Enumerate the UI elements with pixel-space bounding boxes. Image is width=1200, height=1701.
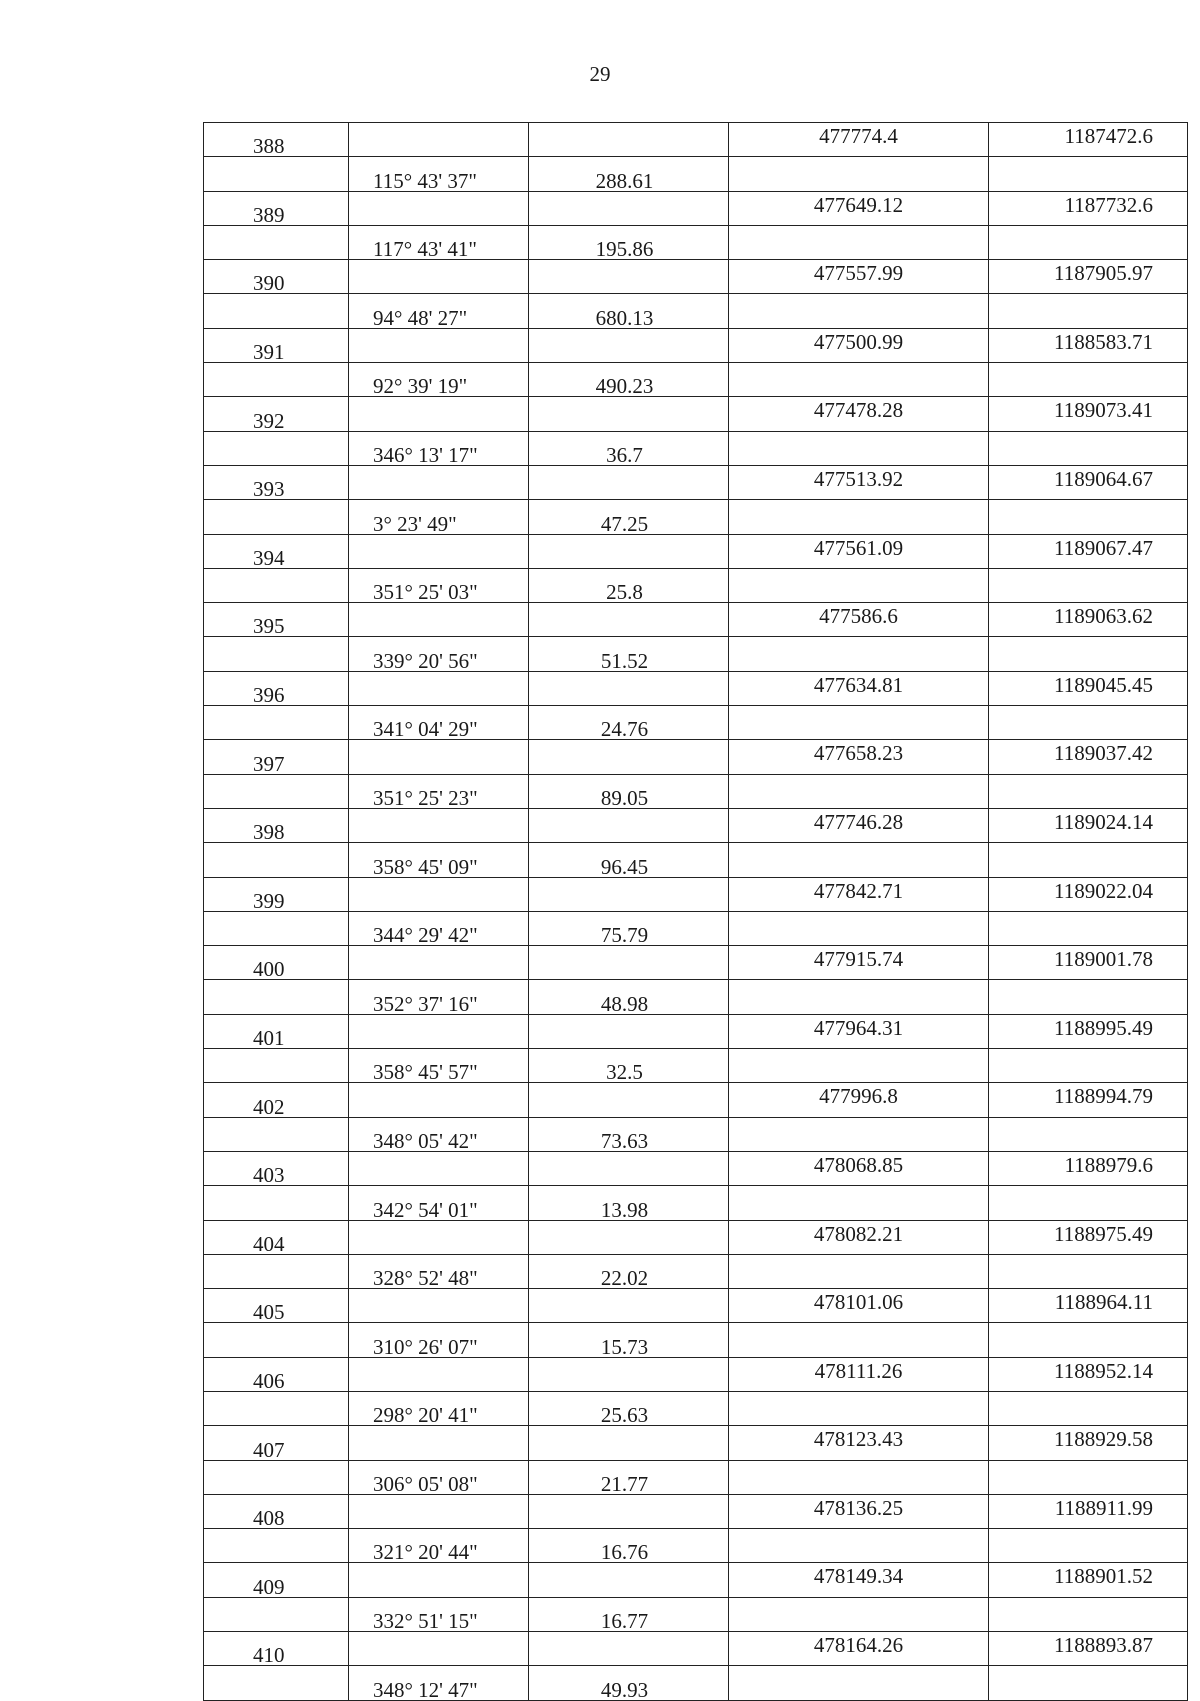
bearing-empty [349,671,529,705]
northing-value: 478082.21 [729,1220,989,1254]
northing-value: 477561.09 [729,534,989,568]
point-row [204,603,1188,637]
easting-value: 1188583.71 [989,328,1188,362]
distance-empty [529,465,729,499]
leg-row [204,1186,1188,1220]
northing-empty [729,706,989,740]
distance-value: 15.73 [529,1323,729,1357]
leg-row [204,157,1188,191]
bearing-value: 346° 13' 17" [349,431,529,465]
point-empty [204,774,349,808]
easting-empty [989,363,1188,397]
bearing-value: 306° 05' 08" [349,1460,529,1494]
page-number: 29 [589,62,611,86]
northing-value: 477500.99 [729,328,989,362]
point-number: 404 [204,1220,349,1254]
bearing-empty [349,260,529,294]
bearing-empty [349,808,529,842]
point-empty [204,1391,349,1425]
easting-empty [989,1323,1188,1357]
northing-empty [729,911,989,945]
distance-value: 24.76 [529,706,729,740]
easting-empty [989,1117,1188,1151]
easting-empty [989,1186,1188,1220]
easting-empty [989,1391,1188,1425]
leg-row [204,1117,1188,1151]
point-empty [204,1254,349,1288]
leg-row [204,1597,1188,1631]
distance-empty [529,534,729,568]
easting-empty [989,1597,1188,1631]
bearing-empty [349,1357,529,1391]
northing-value: 477996.8 [729,1083,989,1117]
northing-value: 478164.26 [729,1632,989,1666]
point-row [204,1563,1188,1597]
point-row [204,191,1188,225]
bearing-empty [349,1151,529,1185]
bearing-value: 92° 39' 19" [349,363,529,397]
point-empty [204,1529,349,1563]
leg-row [204,1391,1188,1425]
northing-value: 478111.26 [729,1357,989,1391]
point-row [204,1426,1188,1460]
northing-empty [729,1666,989,1700]
point-empty [204,637,349,671]
point-row [204,1289,1188,1323]
distance-value: 680.13 [529,294,729,328]
bearing-value: 328° 52' 48" [349,1254,529,1288]
point-empty [204,1323,349,1357]
bearing-empty [349,1289,529,1323]
easting-value: 1188979.6 [989,1151,1188,1185]
northing-empty [729,294,989,328]
point-empty [204,706,349,740]
bearing-empty [349,465,529,499]
bearing-empty [349,740,529,774]
distance-value: 51.52 [529,637,729,671]
northing-empty [729,1391,989,1425]
leg-row [204,1460,1188,1494]
northing-empty [729,1460,989,1494]
point-row [204,946,1188,980]
bearing-value: 348° 12' 47" [349,1666,529,1700]
northing-empty [729,568,989,602]
bearing-empty [349,1632,529,1666]
bearing-empty [349,1563,529,1597]
point-number: 402 [204,1083,349,1117]
point-row [204,808,1188,842]
distance-empty [529,946,729,980]
northing-empty [729,431,989,465]
bearing-value: 321° 20' 44" [349,1529,529,1563]
northing-value: 477478.28 [729,397,989,431]
easting-value: 1189024.14 [989,808,1188,842]
northing-empty [729,1323,989,1357]
leg-row [204,363,1188,397]
leg-row [204,225,1188,259]
distance-empty [529,1014,729,1048]
bearing-value: 342° 54' 01" [349,1186,529,1220]
easting-empty [989,294,1188,328]
point-number: 409 [204,1563,349,1597]
point-number: 390 [204,260,349,294]
northing-value: 477964.31 [729,1014,989,1048]
easting-value: 1189064.67 [989,465,1188,499]
point-row [204,397,1188,431]
point-number: 389 [204,191,349,225]
northing-empty [729,363,989,397]
northing-value: 477774.4 [729,123,989,157]
distance-empty [529,1632,729,1666]
northing-empty [729,1529,989,1563]
point-row [204,1083,1188,1117]
northing-value: 477557.99 [729,260,989,294]
bearing-value: 310° 26' 07" [349,1323,529,1357]
easting-empty [989,980,1188,1014]
point-empty [204,1186,349,1220]
easting-empty [989,911,1188,945]
point-number: 408 [204,1494,349,1528]
northing-value: 477746.28 [729,808,989,842]
distance-value: 16.77 [529,1597,729,1631]
distance-empty [529,671,729,705]
bearing-empty [349,877,529,911]
leg-row [204,980,1188,1014]
northing-value: 477586.6 [729,603,989,637]
northing-value: 477842.71 [729,877,989,911]
bearing-empty [349,603,529,637]
distance-empty [529,191,729,225]
point-number: 401 [204,1014,349,1048]
northing-empty [729,1254,989,1288]
distance-empty [529,808,729,842]
point-empty [204,1597,349,1631]
easting-empty [989,568,1188,602]
easting-empty [989,843,1188,877]
leg-row [204,1049,1188,1083]
distance-value: 195.86 [529,225,729,259]
point-row [204,877,1188,911]
point-empty [204,431,349,465]
bearing-empty [349,1494,529,1528]
easting-empty [989,1049,1188,1083]
distance-value: 25.8 [529,568,729,602]
point-empty [204,568,349,602]
distance-empty [529,1426,729,1460]
point-row [204,1494,1188,1528]
northing-empty [729,843,989,877]
bearing-value: 344° 29' 42" [349,911,529,945]
point-empty [204,1049,349,1083]
point-row [204,1151,1188,1185]
bearing-empty [349,534,529,568]
easting-empty [989,157,1188,191]
northing-value: 477658.23 [729,740,989,774]
distance-empty [529,1563,729,1597]
point-row [204,328,1188,362]
distance-value: 89.05 [529,774,729,808]
distance-empty [529,397,729,431]
easting-value: 1188952.14 [989,1357,1188,1391]
easting-empty [989,1666,1188,1700]
easting-value: 1188995.49 [989,1014,1188,1048]
easting-value: 1188975.49 [989,1220,1188,1254]
distance-empty [529,1083,729,1117]
point-row [204,1632,1188,1666]
leg-row [204,294,1188,328]
northing-empty [729,1049,989,1083]
distance-empty [529,328,729,362]
leg-row [204,568,1188,602]
point-number: 388 [204,123,349,157]
point-number: 405 [204,1289,349,1323]
northing-empty [729,225,989,259]
point-empty [204,363,349,397]
northing-empty [729,1597,989,1631]
point-number: 400 [204,946,349,980]
distance-empty [529,1357,729,1391]
bearing-value: 351° 25' 03" [349,568,529,602]
northing-value: 477915.74 [729,946,989,980]
easting-value: 1189001.78 [989,946,1188,980]
leg-row [204,911,1188,945]
point-number: 395 [204,603,349,637]
bearing-value: 298° 20' 41" [349,1391,529,1425]
bearing-empty [349,1220,529,1254]
distance-value: 49.93 [529,1666,729,1700]
easting-empty [989,1254,1188,1288]
easting-value: 1189067.47 [989,534,1188,568]
bearing-empty [349,1083,529,1117]
leg-row [204,1254,1188,1288]
point-row [204,1357,1188,1391]
easting-value: 1188893.87 [989,1632,1188,1666]
point-row [204,1220,1188,1254]
distance-value: 96.45 [529,843,729,877]
distance-value: 25.63 [529,1391,729,1425]
bearing-value: 117° 43' 41" [349,225,529,259]
point-number: 406 [204,1357,349,1391]
northing-empty [729,157,989,191]
easting-empty [989,500,1188,534]
distance-value: 47.25 [529,500,729,534]
distance-empty [529,123,729,157]
point-number: 410 [204,1632,349,1666]
northing-value: 477513.92 [729,465,989,499]
point-empty [204,225,349,259]
distance-value: 490.23 [529,363,729,397]
bearing-value: 332° 51' 15" [349,1597,529,1631]
northing-empty [729,774,989,808]
easting-value: 1188994.79 [989,1083,1188,1117]
easting-value: 1189073.41 [989,397,1188,431]
distance-empty [529,260,729,294]
northing-value: 478123.43 [729,1426,989,1460]
bearing-empty [349,191,529,225]
northing-empty [729,500,989,534]
distance-value: 32.5 [529,1049,729,1083]
distance-empty [529,1289,729,1323]
distance-empty [529,1220,729,1254]
northing-empty [729,637,989,671]
northing-empty [729,1117,989,1151]
coordinate-table [203,122,1188,1701]
bearing-empty [349,328,529,362]
distance-empty [529,603,729,637]
point-number: 407 [204,1426,349,1460]
leg-row [204,774,1188,808]
easting-value: 1188901.52 [989,1563,1188,1597]
point-row [204,671,1188,705]
northing-value: 478101.06 [729,1289,989,1323]
northing-value: 477634.81 [729,671,989,705]
point-number: 396 [204,671,349,705]
distance-value: 36.7 [529,431,729,465]
bearing-empty [349,123,529,157]
point-empty [204,1460,349,1494]
point-number: 399 [204,877,349,911]
distance-value: 48.98 [529,980,729,1014]
leg-row [204,1323,1188,1357]
bearing-empty [349,946,529,980]
distance-empty [529,1151,729,1185]
easting-value: 1187732.6 [989,191,1188,225]
point-number: 403 [204,1151,349,1185]
point-number: 391 [204,328,349,362]
coordinate-table-body [204,123,1188,1701]
leg-row [204,637,1188,671]
point-empty [204,157,349,191]
easting-empty [989,225,1188,259]
point-row [204,260,1188,294]
easting-empty [989,1460,1188,1494]
easting-empty [989,1529,1188,1563]
point-row [204,534,1188,568]
leg-row [204,843,1188,877]
distance-value: 22.02 [529,1254,729,1288]
easting-empty [989,431,1188,465]
easting-value: 1189063.62 [989,603,1188,637]
bearing-empty [349,1426,529,1460]
northing-empty [729,1186,989,1220]
northing-value: 477649.12 [729,191,989,225]
easting-value: 1188911.99 [989,1494,1188,1528]
leg-row [204,500,1188,534]
point-row [204,123,1188,157]
point-empty [204,843,349,877]
point-empty [204,980,349,1014]
point-number: 393 [204,465,349,499]
point-number: 392 [204,397,349,431]
bearing-value: 358° 45' 09" [349,843,529,877]
northing-value: 478136.25 [729,1494,989,1528]
northing-value: 478149.34 [729,1563,989,1597]
point-number: 398 [204,808,349,842]
point-row [204,740,1188,774]
easting-value: 1189022.04 [989,877,1188,911]
point-row [204,1014,1188,1048]
distance-value: 16.76 [529,1529,729,1563]
point-number: 397 [204,740,349,774]
bearing-empty [349,1014,529,1048]
point-empty [204,1666,349,1700]
point-empty [204,500,349,534]
distance-value: 288.61 [529,157,729,191]
leg-row [204,1666,1188,1700]
easting-value: 1188964.11 [989,1289,1188,1323]
distance-empty [529,740,729,774]
distance-empty [529,877,729,911]
bearing-value: 351° 25' 23" [349,774,529,808]
bearing-value: 352° 37' 16" [349,980,529,1014]
distance-value: 73.63 [529,1117,729,1151]
leg-row [204,1529,1188,1563]
northing-empty [729,980,989,1014]
bearing-value: 3° 23' 49" [349,500,529,534]
easting-value: 1188929.58 [989,1426,1188,1460]
distance-value: 21.77 [529,1460,729,1494]
bearing-empty [349,397,529,431]
easting-value: 1189045.45 [989,671,1188,705]
easting-value: 1189037.42 [989,740,1188,774]
point-empty [204,294,349,328]
distance-value: 75.79 [529,911,729,945]
distance-value: 13.98 [529,1186,729,1220]
bearing-value: 348° 05' 42" [349,1117,529,1151]
point-number: 394 [204,534,349,568]
northing-value: 478068.85 [729,1151,989,1185]
bearing-value: 115° 43' 37" [349,157,529,191]
bearing-value: 94° 48' 27" [349,294,529,328]
bearing-value: 341° 04' 29" [349,706,529,740]
point-empty [204,911,349,945]
leg-row [204,431,1188,465]
easting-empty [989,637,1188,671]
distance-empty [529,1494,729,1528]
bearing-value: 358° 45' 57" [349,1049,529,1083]
easting-empty [989,774,1188,808]
point-empty [204,1117,349,1151]
point-row [204,465,1188,499]
easting-value: 1187905.97 [989,260,1188,294]
easting-value: 1187472.6 [989,123,1188,157]
easting-empty [989,706,1188,740]
bearing-value: 339° 20' 56" [349,637,529,671]
leg-row [204,706,1188,740]
